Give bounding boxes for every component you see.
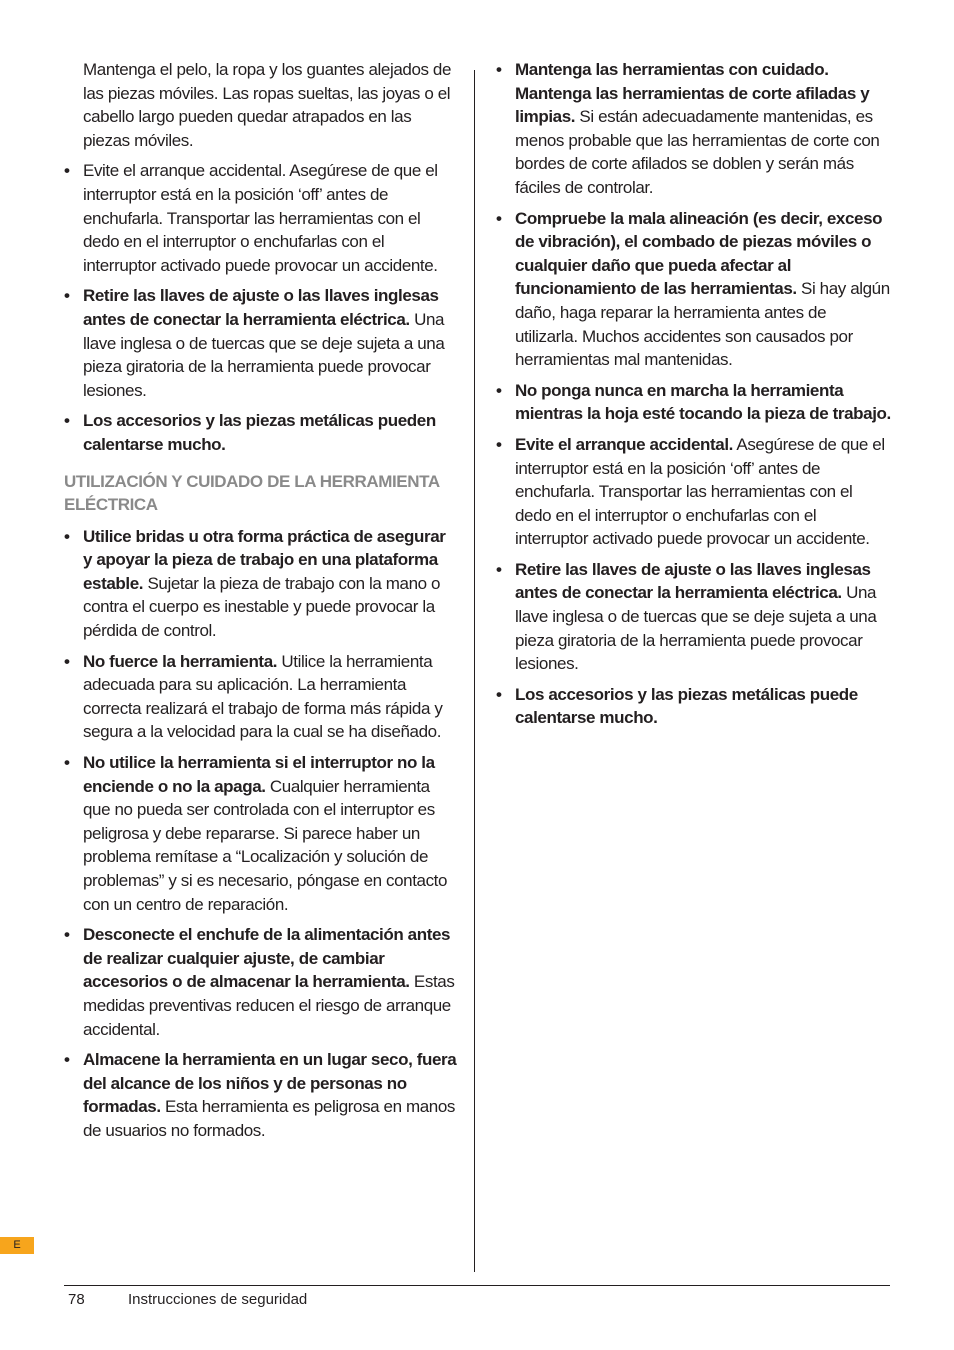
list-item <box>496 58 892 200</box>
item-text: Utilice la herramienta adecuada para su aplicación. La herramienta correcta realizará el trabajo de forma más rápida y segura a la velocidad para la cual se ha diseñado. <box>83 651 443 742</box>
footer-section-title: Instrucciones de seguridad <box>128 1291 308 1308</box>
bullet: • <box>496 208 502 228</box>
item-lead: Retire las llaves de ajuste o las llaves inglesas antes de conectar la herramienta eléctrica. <box>83 286 439 329</box>
item-lead: No utilice la herramienta si el interruptor no la enciende o no la apaga. <box>83 753 435 796</box>
left-column <box>64 58 458 1150</box>
item-lead: Retire las llaves de ajuste o las llaves inglesas antes de conectar la herramienta eléctrica. <box>515 559 871 603</box>
item-lead: Compruebe la mala alineación (es decir, exceso de vibración), el combado de piezas móviles o cualquier daño que pueda afectar al funcionamiento de las herramientas. <box>515 208 883 299</box>
item-text: Sujetar la pieza de trabajo con la mano o contra el cuerpo es inestable y puede provocar la pérdida de control. <box>83 573 441 641</box>
bullet: • <box>64 753 70 773</box>
bullet: • <box>496 559 502 579</box>
item-text: Evite el arranque accidental. Asegúrese de que el interruptor está en la posición ‘off’ antes de enchufarla. Transportar las herramientas con el dedo en el interruptor o enchufarlas con el interruptor activado puede provocar un accidente. <box>83 161 438 275</box>
language-tab: E <box>0 1237 34 1254</box>
item-lead: Evite el arranque accidental. <box>515 434 733 454</box>
item-text: Una llave inglesa o de tuercas que se deje sujeta a una pieza giratoria de la herramienta puede provocar lesiones. <box>83 309 445 400</box>
item-text: Si están adecuadamente mantenidas, es menos probable que las herramientas de corte con bordes de corte afilados se doblen y serán más fáciles de controlar. <box>515 107 880 197</box>
item-lead: Mantenga las herramientas con cuidado. Mantenga las herramientas de corte afiladas y limpias. <box>515 60 870 127</box>
intro-paragraph: Mantenga el pelo, la ropa y los guantes alejados de las piezas móviles. Las ropas sueltas, las joyas o el cabello largo pueden quedar atrapados en las piezas móviles. <box>83 60 452 150</box>
item-text: Una llave inglesa o de tuercas que se deje sujeta a una pieza giratoria de la herramienta puede provocar lesiones. <box>515 583 877 674</box>
item-lead: No fuerce la herramienta. <box>83 651 278 671</box>
list-item <box>496 558 892 676</box>
list-item <box>496 207 892 372</box>
list-item <box>64 159 458 277</box>
list-item <box>496 433 892 551</box>
footer-rule <box>64 1285 890 1286</box>
bullet: • <box>64 286 70 306</box>
item-lead: Utilice bridas u otra forma práctica de asegurar y apoyar la pieza de trabajo en una plataforma estable. <box>83 526 446 593</box>
item-lead: Almacene la herramienta en un lugar seco, fuera del alcance de los niños y de personas no formadas. <box>83 1050 457 1117</box>
list-item <box>64 525 458 643</box>
list-item <box>64 409 458 456</box>
item-text: Cualquier herramienta que no pueda ser controlada con el interruptor es peligrosa y debe repararse. Si parece haber un problema remítase a “Localización y solución de problemas” y si es necesario, póngase en contacto con un centro de reparación. <box>83 776 448 914</box>
item-lead: Los accesorios y las piezas metálicas pueden calentarse mucho. <box>83 411 436 454</box>
bullet: • <box>496 684 502 704</box>
list-item <box>64 650 458 744</box>
item-lead: Desconecte el enchufe de la alimentación antes de realizar cualquier ajuste, de cambiar accesorios o de almacenar la herramienta. <box>83 925 451 992</box>
bullet: • <box>496 434 502 454</box>
item-text: Estas medidas preventivas reducen el riesgo de arranque accidental. <box>83 972 455 1039</box>
item-lead: Los accesorios y las piezas metálicas puede calentarse mucho. <box>515 684 858 728</box>
list-item <box>496 683 892 730</box>
right-column <box>496 58 892 737</box>
bullet: • <box>64 161 70 181</box>
section-heading: UTILIZACIÓN Y CUIDADO DE LA HERRAMIENTA ELÉCTRICA <box>64 471 440 515</box>
page-number: 78 <box>68 1291 85 1308</box>
list-item <box>64 1048 458 1142</box>
bullet: • <box>496 380 502 400</box>
bullet: • <box>496 60 502 79</box>
item-lead: No ponga nunca en marcha la herramienta mientras la hoja esté tocando la pieza de trabajo. <box>515 380 891 424</box>
column-divider <box>474 70 475 1272</box>
list-item <box>64 284 458 402</box>
list-item <box>64 923 458 1041</box>
bullet: • <box>64 526 70 546</box>
bullet: • <box>64 411 70 431</box>
list-item <box>496 379 892 426</box>
item-text: Asegúrese de que el interruptor está en la posición ‘off’ antes de enchufarla. Transportar las herramientas con el dedo en el interruptor o enchufarlas con el interruptor activado puede provocar un accidente. <box>515 434 885 549</box>
item-text: Si hay algún daño, haga reparar la herramienta antes de utilizarla. Muchos accidentes son causados por herramientas mal mantenidas. <box>515 279 890 370</box>
list-item <box>64 751 458 916</box>
bullet: • <box>64 1050 70 1070</box>
bullet: • <box>64 651 70 671</box>
item-text: Esta herramienta es peligrosa en manos de usuarios no formados. <box>83 1097 455 1140</box>
bullet: • <box>64 925 70 945</box>
